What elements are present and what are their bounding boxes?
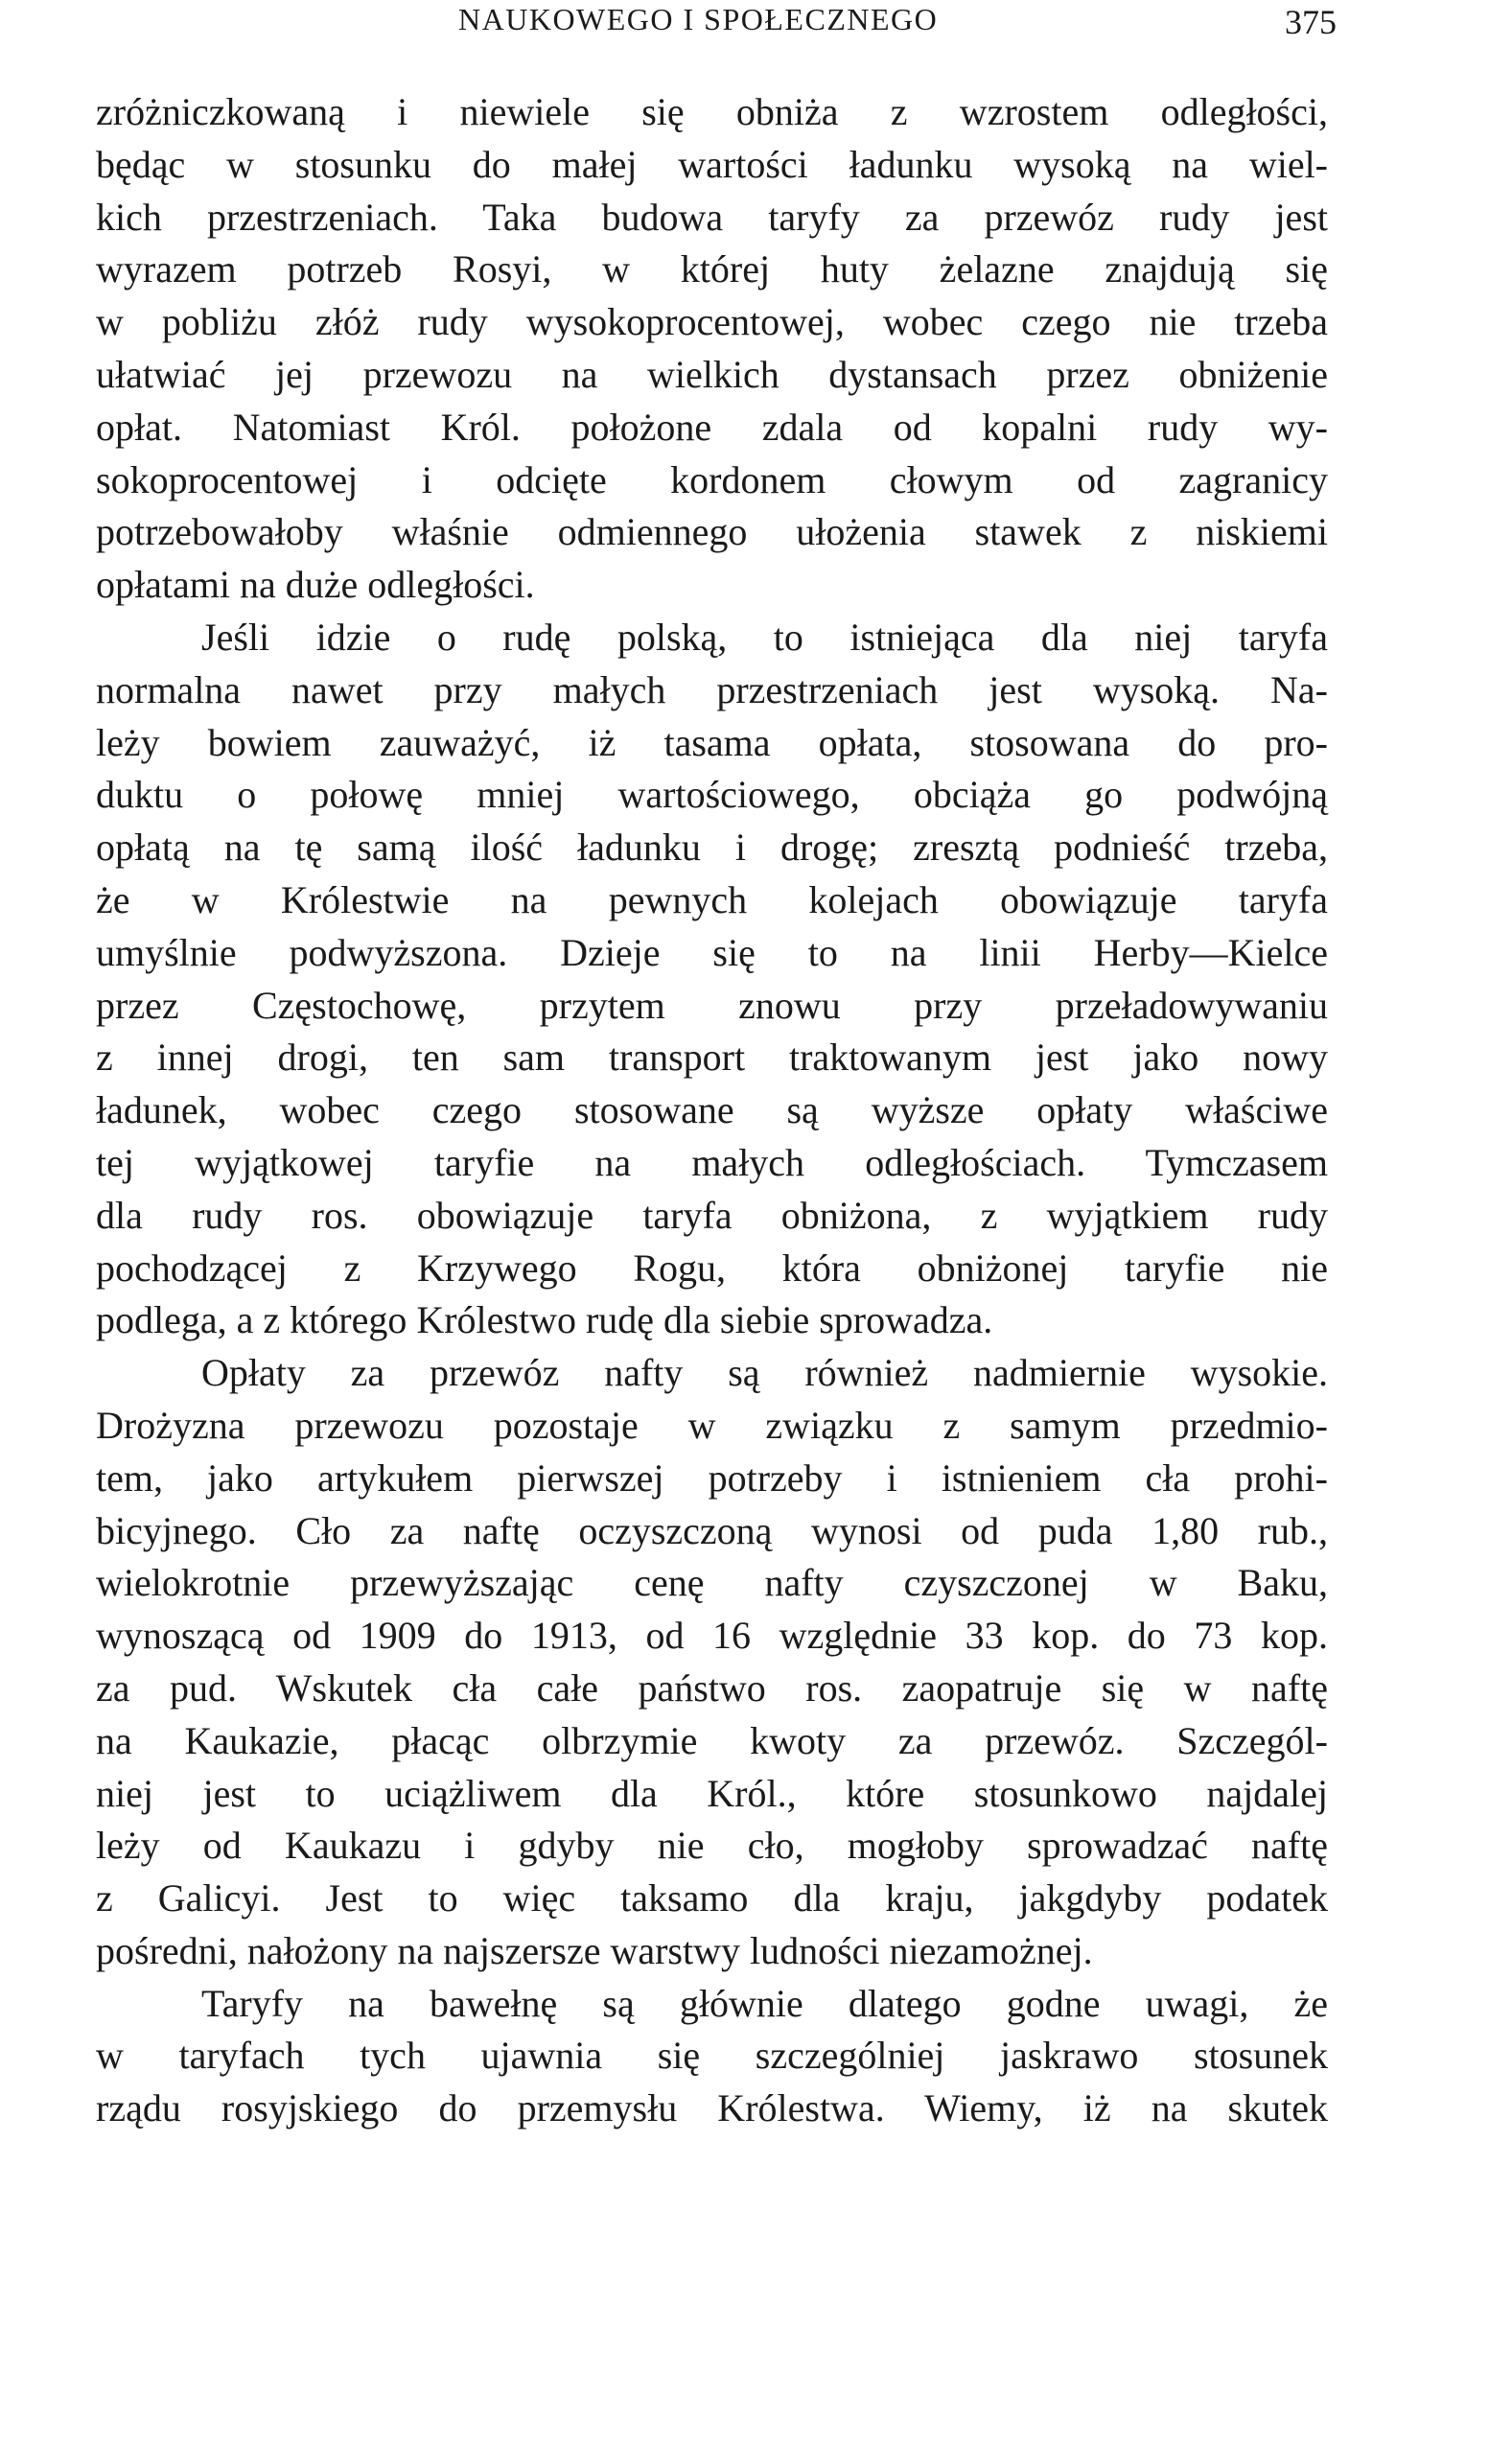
text-line: ułatwiać jej przewozu na wielkich dystansach przez obniżenie [96, 352, 1328, 396]
text-line: niej jest to uciążliwem dla Król., które stosunkowo najdalej [96, 1771, 1328, 1815]
text-line: wyrazem potrzeb Rosyi, w której huty żelazne znajdują się [96, 247, 1328, 291]
text-line: leży od Kaukazu i gdyby nie cło, mogłoby sprowadzać naftę [96, 1824, 1328, 1868]
text-line: sokoprocentowej i odcięte kordonem cłowym od zagranicy [96, 457, 1328, 501]
running-head [96, 2, 1337, 50]
text-line: na Kaukazie, płacąc olbrzymie kwoty za przewóz. Szczegól- [96, 1718, 1328, 1762]
text-line: leży bowiem zauważyć, iż tasama opłata, stosowana do pro- [96, 720, 1328, 764]
text-line: opłat. Natomiast Król. położone zdala od kopalni rudy wy- [96, 405, 1328, 449]
paragraph-end-line: podlega, a z którego Królestwo rudę dla siebie sprowadza. [96, 1298, 993, 1342]
text-line: kich przestrzeniach. Taka budowa taryfy za przewóz rudy jest [96, 195, 1328, 239]
text-line: wynoszącą od 1909 do 1913, od 16 względnie 33 kop. do 73 kop. [96, 1614, 1328, 1658]
text-line: umyślnie podwyższona. Dzieje się to na linii Herby—Kielce [96, 930, 1328, 974]
text-line: tej wyjątkowej taryfie na małych odległościach. Tymczasem [96, 1140, 1328, 1184]
text-line: potrzebowałoby właśnie odmiennego ułożenia stawek z niskiemi [96, 510, 1328, 554]
text-line: za pud. Wskutek cła całe państwo ros. zaopatruje się w naftę [96, 1665, 1328, 1710]
paragraph-first-line: Taryfy na bawełnę są głównie dlatego godne uwagi, że [201, 1981, 1328, 2025]
text-line: z Galicyi. Jest to więc taksamo dla kraju, jakgdyby podatek [96, 1876, 1328, 1920]
paragraph-end-line: pośredni, nałożony na najszersze warstwy ludności niezamożnej. [96, 1928, 1093, 1972]
text-line: Drożyzna przewozu pozostaje w związku z samym przedmio- [96, 1403, 1328, 1447]
text-line: opłatą na tę samą ilość ładunku i drogę; zresztą podnieść trzeba, [96, 826, 1328, 870]
text-line: w pobliżu złóż rudy wysokoprocentowej, wobec czego nie trzeba [96, 300, 1328, 344]
running-title: NAUKOWEGO I SPOŁECZNEGO [458, 2, 939, 36]
text-line: ładunek, wobec czego stosowane są wyższe opłaty właściwe [96, 1088, 1328, 1132]
text-line: przez Częstochowę, przytem znowu przy przeładowywaniu [96, 983, 1328, 1027]
text-line: duktu o połowę mniej wartościowego, obciąża go podwójną [96, 773, 1328, 817]
paragraph-first-line: Jeśli idzie o rudę polską, to istniejąca dla niej taryfa [201, 615, 1328, 659]
text-line: normalna nawet przy małych przestrzeniach jest wysoką. Na- [96, 667, 1328, 711]
text-line: rządu rosyjskiego do przemysłu Królestwa. Wiemy, iż na skutek [96, 2086, 1328, 2130]
text-line: w taryfach tych ujawnia się szczególniej jaskrawo stosunek [96, 2034, 1328, 2078]
text-line: zróżniczkowaną i niewiele się obniża z wzrostem odległości, [96, 90, 1328, 133]
paragraph-first-line: Opłaty za przewóz nafty są również nadmiernie wysokie. [201, 1351, 1328, 1395]
text-line: bicyjnego. Cło za naftę oczyszczoną wynosi od puda 1,80 rub., [96, 1508, 1328, 1552]
text-line: będąc w stosunku do małej wartości ładunku wysoką na wiel- [96, 142, 1328, 186]
text-line: pochodzącej z Krzywego Rogu, która obniżonej taryfie nie [96, 1245, 1328, 1290]
body-text [96, 86, 1328, 2135]
text-line: tem, jako artykułem pierwszej potrzeby i istnieniem cła prohi- [96, 1455, 1328, 1500]
paragraph-end-line: opłatami na duże odległości. [96, 563, 535, 607]
page-number: 375 [1285, 3, 1337, 41]
text-line: dla rudy ros. obowiązuje taryfa obniżona, z wyjątkiem rudy [96, 1193, 1328, 1237]
text-line: wielokrotnie przewyższając cenę nafty czyszczonej w Baku, [96, 1561, 1328, 1605]
text-line: z innej drogi, ten sam transport traktowanym jest jako nowy [96, 1036, 1328, 1080]
text-line: że w Królestwie na pewnych kolejach obowiązuje taryfa [96, 877, 1328, 921]
